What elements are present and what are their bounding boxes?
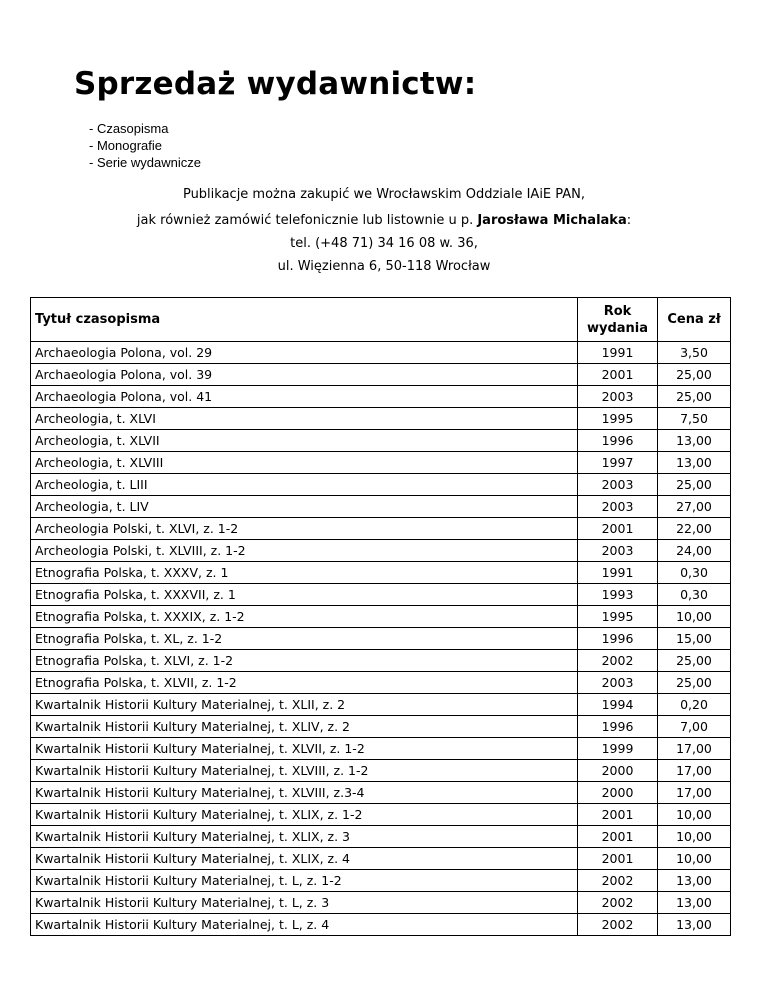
cell-price: 3,50	[658, 342, 731, 364]
cell-title: Archaeologia Polona, vol. 29	[31, 342, 578, 364]
cell-year: 2002	[578, 892, 658, 914]
table-row	[31, 496, 731, 518]
table-row	[31, 430, 731, 452]
cell-price: 25,00	[658, 386, 731, 408]
cell-price: 24,00	[658, 540, 731, 562]
cell-year: 1997	[578, 452, 658, 474]
cell-title: Etnografia Polska, t. XXXIX, z. 1-2	[31, 606, 578, 628]
purchase-info-line-1: Publikacje można zakupić we Wrocławskim Oddziale IAiE PAN,	[182, 187, 586, 202]
cell-year: 2003	[578, 540, 658, 562]
cell-price: 17,00	[658, 782, 731, 804]
cell-year: 2002	[578, 650, 658, 672]
cell-title: Etnografia Polska, t. XXXVII, z. 1	[31, 584, 578, 606]
contact-address: ul. Więzienna 6, 50-118 Wrocław	[277, 259, 491, 274]
table-row	[31, 672, 731, 694]
cell-year: 2002	[578, 870, 658, 892]
cell-price: 0,30	[658, 584, 731, 606]
table-row	[31, 650, 731, 672]
table-row	[31, 782, 731, 804]
cell-price: 10,00	[658, 606, 731, 628]
cell-year: 2000	[578, 760, 658, 782]
cell-title: Kwartalnik Historii Kultury Materialnej, t. L, z. 3	[31, 892, 578, 914]
cell-year: 2003	[578, 496, 658, 518]
menu-item-czasopisma[interactable]: - Czasopisma	[89, 121, 169, 136]
header-year-line1: Rok	[603, 303, 632, 319]
cell-year: 2001	[578, 804, 658, 826]
table-row	[31, 386, 731, 408]
cell-year: 2001	[578, 848, 658, 870]
table-row	[31, 694, 731, 716]
cell-year: 2001	[578, 364, 658, 386]
cell-price: 25,00	[658, 650, 731, 672]
cell-price: 10,00	[658, 848, 731, 870]
table-row	[31, 738, 731, 760]
cell-year: 1993	[578, 584, 658, 606]
cell-year: 1995	[578, 606, 658, 628]
cell-price: 0,30	[658, 562, 731, 584]
cell-year: 2001	[578, 518, 658, 540]
cell-year: 1999	[578, 738, 658, 760]
cell-price: 13,00	[658, 430, 731, 452]
cell-title: Kwartalnik Historii Kultury Materialnej, t. XLIV, z. 2	[31, 716, 578, 738]
cell-year: 1991	[578, 562, 658, 584]
cell-price: 17,00	[658, 738, 731, 760]
contact-person-name: Jarosława Michalaka	[477, 213, 627, 228]
cell-price: 7,00	[658, 716, 731, 738]
header-year	[578, 298, 658, 342]
table-row	[31, 716, 731, 738]
cell-title: Kwartalnik Historii Kultury Materialnej, t. L, z. 4	[31, 914, 578, 936]
table-row	[31, 342, 731, 364]
cell-title: Kwartalnik Historii Kultury Materialnej, t. XLII, z. 2	[31, 694, 578, 716]
table-body	[31, 342, 731, 936]
cell-price: 27,00	[658, 496, 731, 518]
cell-price: 15,00	[658, 628, 731, 650]
cell-price: 22,00	[658, 518, 731, 540]
header-price: Cena zł	[658, 298, 731, 342]
cell-year: 1996	[578, 716, 658, 738]
cell-year: 1996	[578, 430, 658, 452]
table-row	[31, 518, 731, 540]
cell-title: Archaeologia Polona, vol. 41	[31, 386, 578, 408]
table-row	[31, 364, 731, 386]
cell-title: Kwartalnik Historii Kultury Materialnej, t. XLIX, z. 3	[31, 826, 578, 848]
cell-price: 7,50	[658, 408, 731, 430]
cell-title: Kwartalnik Historii Kultury Materialnej, t. XLIX, z. 4	[31, 848, 578, 870]
cell-price: 25,00	[658, 672, 731, 694]
cell-title: Kwartalnik Historii Kultury Materialnej, t. XLVIII, z. 1-2	[31, 760, 578, 782]
cell-title: Etnografia Polska, t. XLVII, z. 1-2	[31, 672, 578, 694]
table-row	[31, 562, 731, 584]
cell-title: Archeologia, t. XLVI	[31, 408, 578, 430]
cell-year: 2003	[578, 474, 658, 496]
table-row	[31, 408, 731, 430]
cell-title: Kwartalnik Historii Kultury Materialnej, t. XLVII, z. 1-2	[31, 738, 578, 760]
cell-price: 17,00	[658, 760, 731, 782]
cell-price: 13,00	[658, 892, 731, 914]
table-row	[31, 540, 731, 562]
table-row	[31, 870, 731, 892]
cell-title: Archaeologia Polona, vol. 39	[31, 364, 578, 386]
cell-title: Etnografia Polska, t. XXXV, z. 1	[31, 562, 578, 584]
contact-phone: tel. (+48 71) 34 16 08 w. 36,	[290, 236, 478, 251]
cell-title: Archeologia, t. LIII	[31, 474, 578, 496]
cell-title: Archeologia Polski, t. XLVI, z. 1-2	[31, 518, 578, 540]
cell-year: 1996	[578, 628, 658, 650]
cell-year: 2003	[578, 672, 658, 694]
cell-price: 25,00	[658, 474, 731, 496]
menu-item-serie-wydawnicze[interactable]: - Serie wydawnicze	[89, 155, 201, 170]
table-header-row	[31, 298, 731, 342]
purchase-info-prefix: jak również zamówić telefonicznie lub listownie u p.	[136, 213, 478, 228]
cell-title: Kwartalnik Historii Kultury Materialnej, t. L, z. 1-2	[31, 870, 578, 892]
cell-price: 13,00	[658, 914, 731, 936]
cell-title: Archeologia Polski, t. XLVIII, z. 1-2	[31, 540, 578, 562]
purchase-info-suffix: :	[626, 213, 632, 228]
purchase-info-line-2	[0, 213, 768, 228]
page-title: Sprzedaż wydawnictw:	[74, 66, 477, 102]
cell-price: 10,00	[658, 804, 731, 826]
table-row	[31, 804, 731, 826]
cell-price: 13,00	[658, 870, 731, 892]
cell-title: Etnografia Polska, t. XLVI, z. 1-2	[31, 650, 578, 672]
table-row	[31, 452, 731, 474]
cell-price: 25,00	[658, 364, 731, 386]
table-row	[31, 892, 731, 914]
cell-year: 1995	[578, 408, 658, 430]
cell-title: Kwartalnik Historii Kultury Materialnej, t. XLVIII, z.3-4	[31, 782, 578, 804]
cell-title: Archeologia, t. XLVII	[31, 430, 578, 452]
cell-year: 2002	[578, 914, 658, 936]
header-title: Tytuł czasopisma	[31, 298, 578, 342]
cell-price: 0,20	[658, 694, 731, 716]
cell-price: 13,00	[658, 452, 731, 474]
cell-year: 2003	[578, 386, 658, 408]
periodicals-price-table	[30, 297, 731, 936]
table-row	[31, 584, 731, 606]
menu-item-monografie[interactable]: - Monografie	[89, 138, 162, 153]
table-row	[31, 826, 731, 848]
cell-title: Archeologia, t. LIV	[31, 496, 578, 518]
table-row	[31, 606, 731, 628]
cell-title: Kwartalnik Historii Kultury Materialnej, t. XLIX, z. 1-2	[31, 804, 578, 826]
cell-year: 2000	[578, 782, 658, 804]
cell-year: 1991	[578, 342, 658, 364]
table-row	[31, 474, 731, 496]
cell-year: 1994	[578, 694, 658, 716]
cell-price: 10,00	[658, 826, 731, 848]
header-year-line2: wydania	[586, 320, 649, 336]
cell-title: Etnografia Polska, t. XL, z. 1-2	[31, 628, 578, 650]
table-row	[31, 914, 731, 936]
table-row	[31, 848, 731, 870]
cell-year: 2001	[578, 826, 658, 848]
table-row	[31, 628, 731, 650]
table-row	[31, 760, 731, 782]
publication-category-list	[89, 120, 201, 171]
cell-title: Archeologia, t. XLVIII	[31, 452, 578, 474]
